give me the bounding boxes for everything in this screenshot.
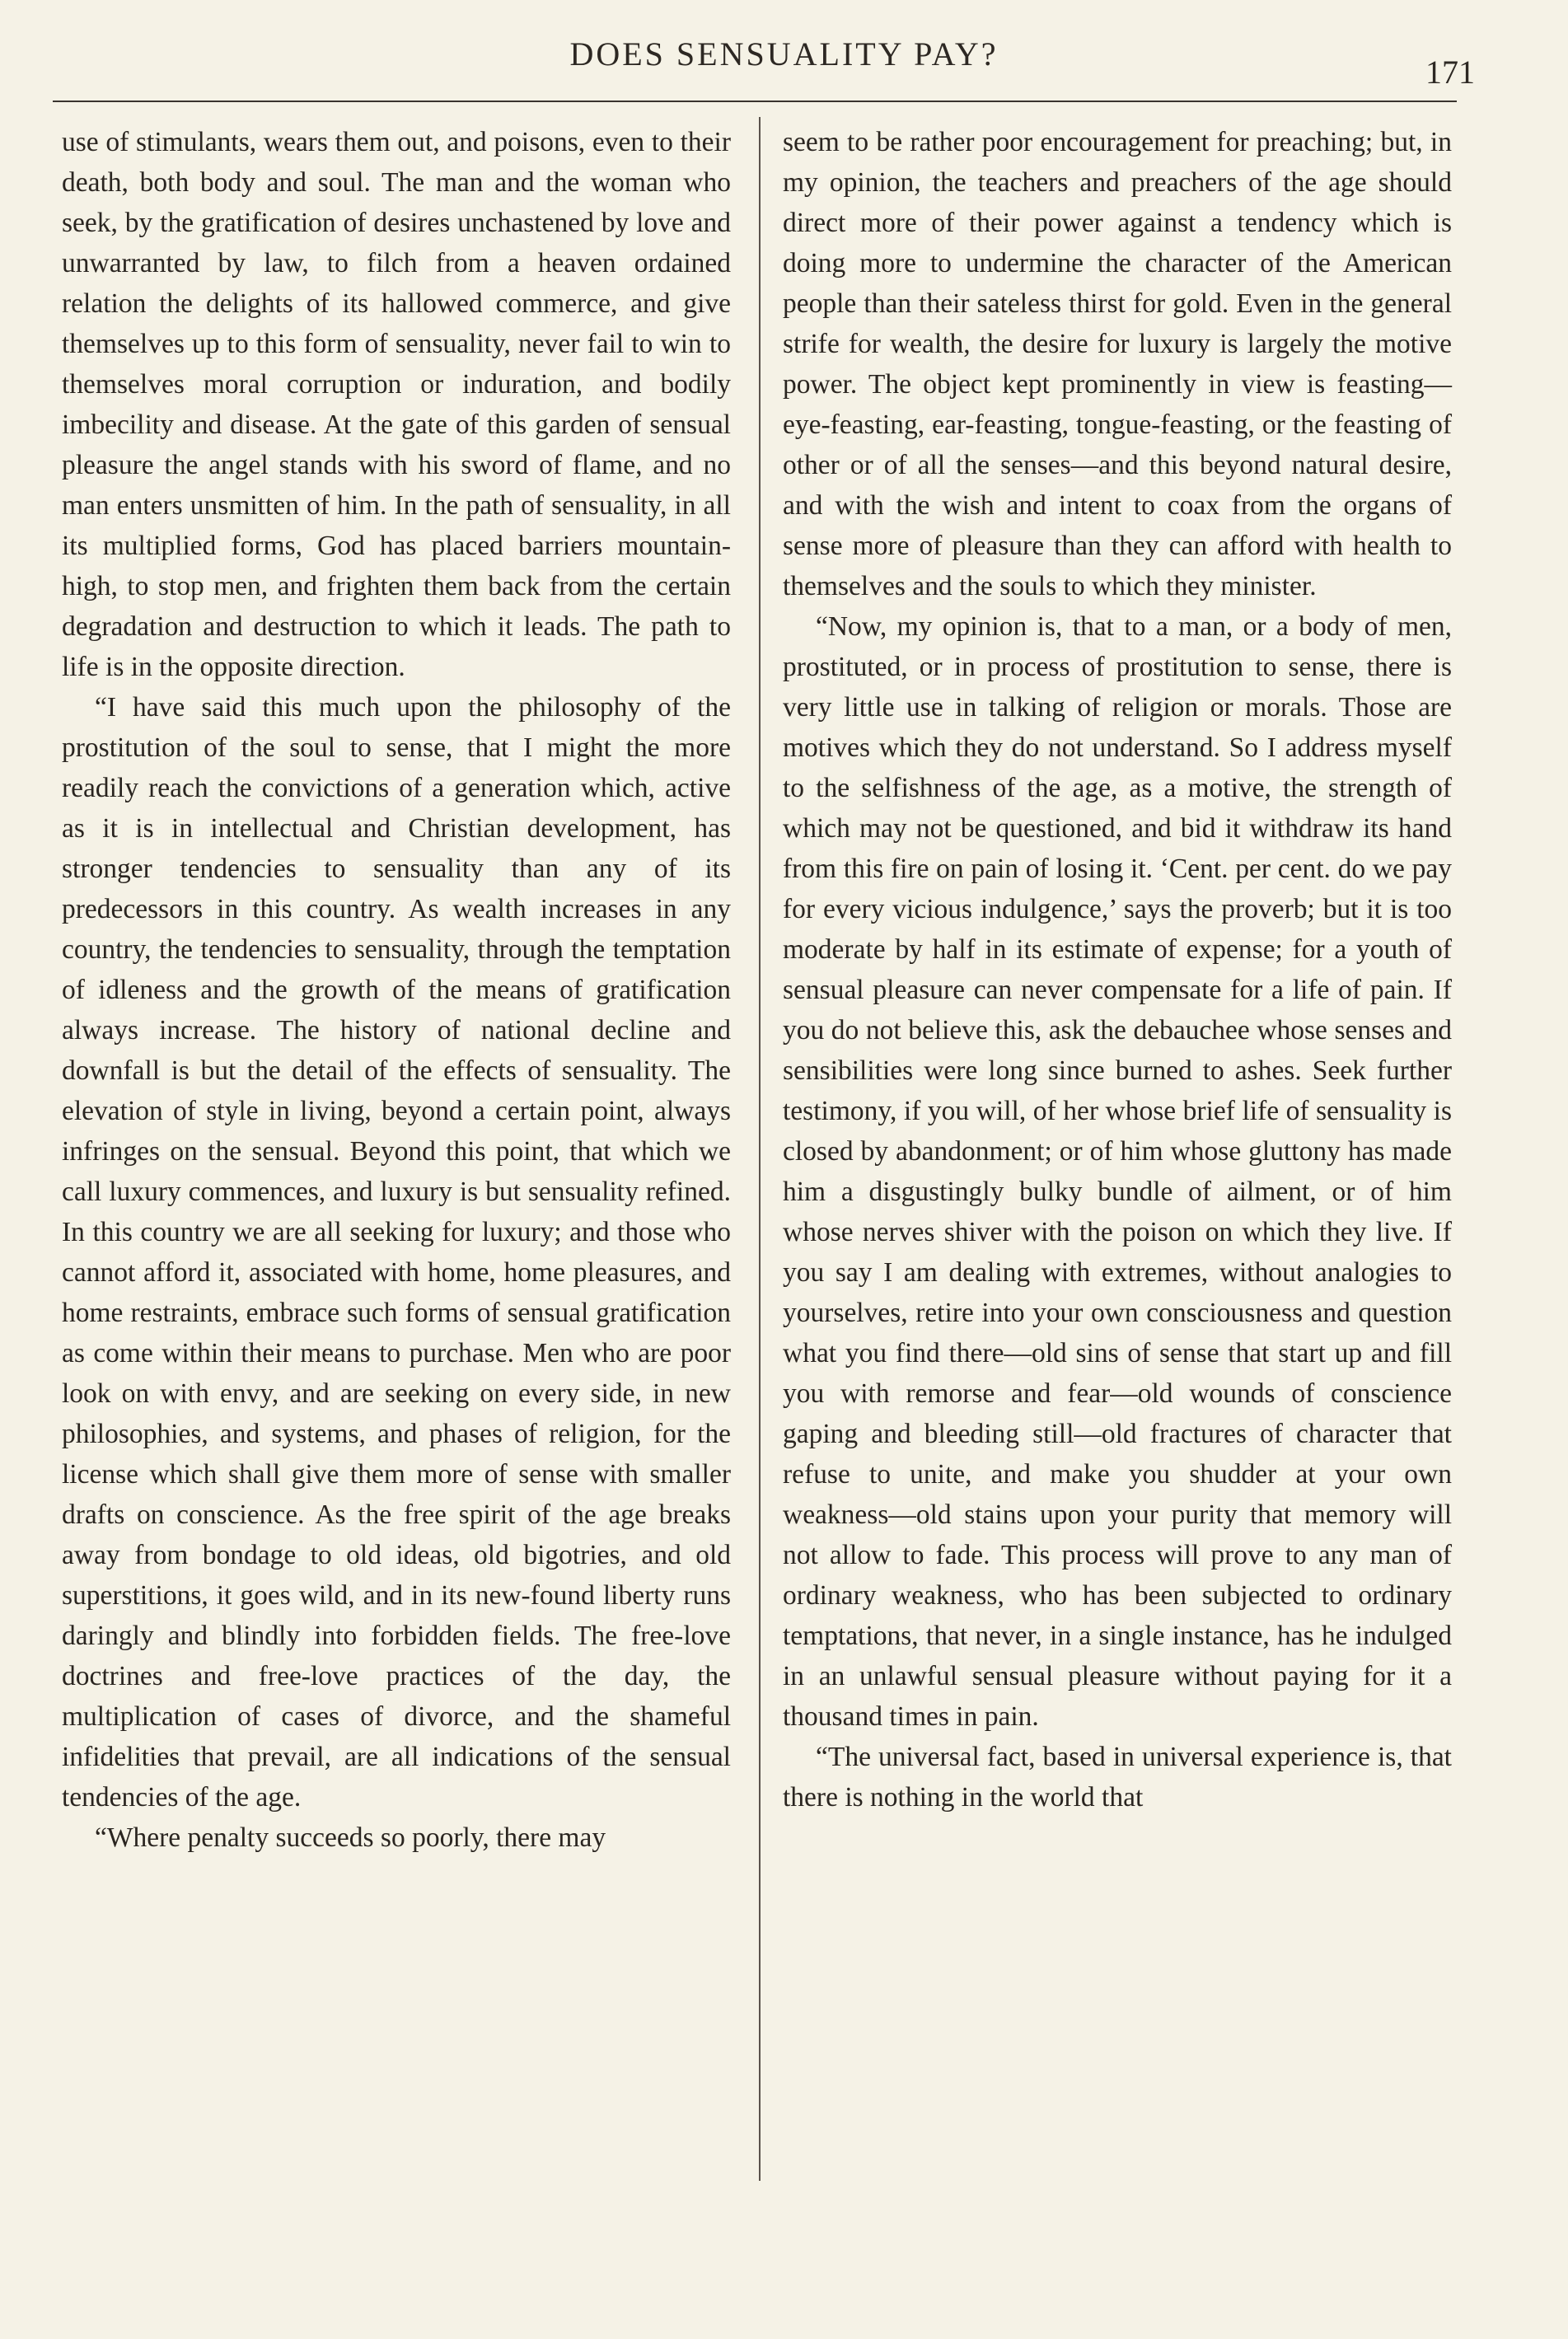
running-title: DOES SENSUALITY PAY? bbox=[569, 35, 999, 73]
header-rule bbox=[53, 101, 1457, 102]
paragraph: “The universal fact, based in universal experience is, that there is nothing in the world that bbox=[783, 1742, 1452, 1813]
paragraph: use of stimulants, wears them out, and poisons, even to their death, both body and soul. The man and the woman who seek, by the gratification of desires unchastened by love and unwarranted by law, to filch from a heaven ordained relation the delights of its hallowed commerce, and give themselves up to this form of sensuality, never fail to win to themselves moral corruption or induration, and bodily imbecility and disease. At the gate of this garden of sensual pleasure the angel stands with his sword of flame, and no man enters unsmitten of him. In the path of sensuality, in all its multiplied forms, God has placed barriers mountain-high, to stop men, and frighten them back from the certain degradation and destruction to which it leads. The path to life is in the opposite direction. bbox=[62, 127, 731, 682]
paragraph: “Where penalty succeeds so poorly, there may bbox=[95, 1822, 606, 1853]
paragraph: “Now, my opinion is, that to a man, or a body of men, prostituted, or in process of prostitution to sense, there is very little use in talking of religion or morals. Those are motives which they do not understand. So I address myself to the selfishness of the age, as a motive, the strength of which may not be questioned, and bid it withdraw its hand from this fire on pain of losing it. ‘Cent. per cent. do we pay for every vicious indulgence,’ says the proverb; but it is too moderate by half in its estimate of expense; for a youth of sensual pleasure can never compensate for a life of pain. If you do not believe this, ask the debauchee whose senses and sensibilities were long since burned to ashes. Seek further testimony, if you will, of her whose brief life of sensuality is closed by abandonment; or of him whose gluttony has made him a disgustingly bulky bundle of ailment, or of him whose nerves shiver with the poison on which they live. If you say I am dealing with extremes, without analogies to yourselves, retire into your own consciousness and question what you find there—old sins of sense that start up and fill you with remorse and fear—old wounds of conscience gaping and bleeding still—old fractures of character that refuse to unite, and make you shudder at your own weakness—old stains upon your purity that memory will not allow to fade. This process will prove to any man of ordinary weakness, who has been subjected to ordinary temptations, that never, in a single instance, has he indulged in an unlawful sensual pleasure without paying for it a thousand times in pain. bbox=[783, 611, 1452, 1732]
paragraph: seem to be rather poor encouragement for preaching; but, in my opinion, the teachers and preachers of the age should direct more of their power against a tendency which is doing more to undermine the character of the American people than their sateless thirst for gold. Even in the general strife for wealth, the desire for luxury is largely the motive power. The object kept prominently in view is feasting—eye-feasting, ear-feasting, tongue-feasting, or the feasting of other or of all the senses—and this beyond natural desire, and with the wish and intent to coax from the organs of sense more of pleasure than they can afford with health to themselves and the souls to which they minister. bbox=[783, 127, 1452, 601]
right-column bbox=[783, 122, 1452, 1817]
page-number: 171 bbox=[1425, 54, 1475, 91]
column-divider bbox=[759, 117, 761, 2181]
left-column bbox=[62, 122, 731, 1858]
paragraph: “I have said this much upon the philosophy of the prostitution of the soul to sense, that I might the more readily reach the convictions of a generation which, active as it is in intellectual and Christian development, has stronger tendencies to sensuality than any of its predecessors in this country. As wealth increases in any country, the tendencies to sensuality, through the temptation of idleness and the growth of the means of gratification always increase. The history of national decline and downfall is but the detail of the effects of sensuality. The elevation of style in living, beyond a certain point, always infringes on the sensual. Beyond this point, that which we call luxury commences, and luxury is but sensuality refined. In this country we are all seeking for luxury; and those who cannot afford it, associated with home, home pleasures, and home restraints, embrace such forms of sensual gratification as come within their means to purchase. Men who are poor look on with envy, and are seeking on every side, in new philosophies, and systems, and phases of religion, for the license which shall give them more of sense with smaller drafts on conscience. As the free spirit of the age breaks away from bondage to old ideas, old bigotries, and old superstitions, it goes wild, and in its new-found liberty runs daringly and blindly into forbidden fields. The free-love doctrines and free-love practices of the day, the multiplication of cases of divorce, and the shameful infidelities that prevail, are all indications of the sensual tendencies of the age. bbox=[62, 692, 731, 1813]
